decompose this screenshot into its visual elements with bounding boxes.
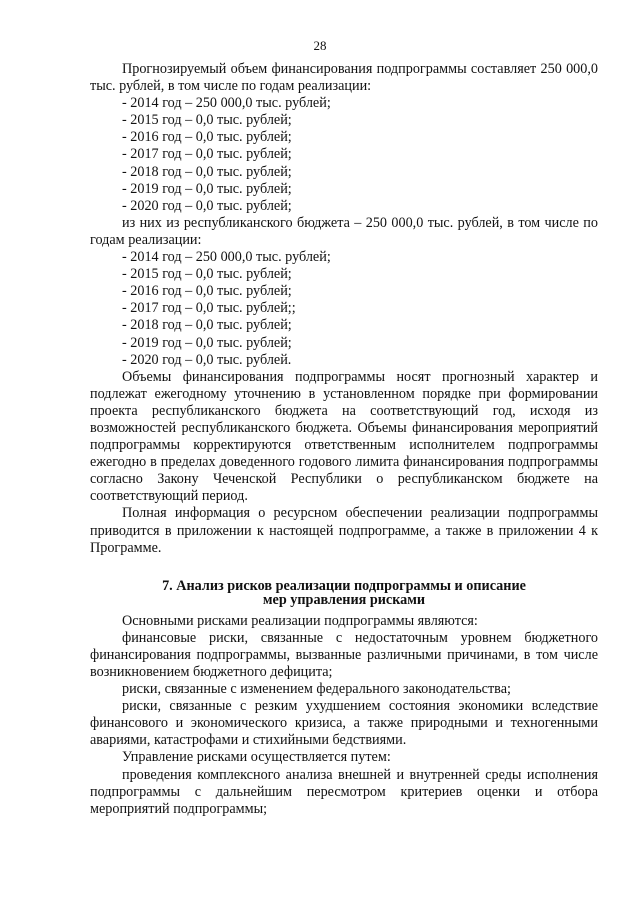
- list-item: - 2020 год – 0,0 тыс. рублей.: [122, 351, 292, 368]
- funding-total-paragraph: Прогнозируемый объем финансирования подпрограммы составляет 250 000,0 тыс. рублей, в том числе по годам реализации:: [90, 61, 598, 95]
- list-item: - 2014 год – 250 000,0 тыс. рублей;: [122, 249, 331, 266]
- list-item: - 2014 год – 250 000,0 тыс. рублей;: [122, 95, 331, 112]
- section-heading-line: мер управления рисками: [262, 591, 426, 608]
- list-item: - 2019 год – 0,0 тыс. рублей;: [122, 180, 292, 197]
- list-item: - 2015 год – 0,0 тыс. рублей;: [122, 112, 292, 129]
- risk-paragraph: риски, связанные с изменением федерального законодательства;: [122, 681, 511, 698]
- list-item: - 2020 год – 0,0 тыс. рублей;: [122, 197, 292, 214]
- page-number: 28: [313, 38, 327, 53]
- funding-years-list: [90, 95, 598, 215]
- list-item: - 2017 год – 0,0 тыс. рублей;: [122, 146, 292, 163]
- risk-paragraph: риски, связанные с резким ухудшением состояния экономики вследствие финансового и экономического кризиса, а также природными и техногенными авариями, катастрофами и стихийными бедствиями.: [90, 698, 598, 749]
- section-heading-line: 7. Анализ рисков реализации подпрограммы и описание: [162, 577, 526, 594]
- list-item: - 2016 год – 0,0 тыс. рублей;: [122, 283, 292, 300]
- list-item: - 2015 год – 0,0 тыс. рублей;: [122, 266, 292, 283]
- forecast-note-paragraph: Объемы финансирования подпрограммы носят прогнозный характер и подлежат ежегодному уточнению в установленном порядке при формировании проекта республиканского бюджета на соответствующий год, исходя из возможностей республиканского бюджета. Объемы финансирования мероприятий подпрограммы корректируются ответственным исполнителем подпрограммы ежегодно в пределах доведенного годового лимита финансирования подпрограммы согласно Закону Чеченской Республики о республиканском бюджете на соответствующий период.: [90, 368, 598, 505]
- list-item: - 2018 год – 0,0 тыс. рублей;: [122, 317, 292, 334]
- list-item: - 2018 год – 0,0 тыс. рублей;: [122, 163, 292, 180]
- republic-years-list: [90, 249, 598, 369]
- risks-intro-paragraph: Основными рисками реализации подпрограммы являются:: [122, 612, 478, 629]
- list-item: - 2016 год – 0,0 тыс. рублей;: [122, 129, 292, 146]
- section-heading: [90, 579, 598, 607]
- management-paragraph: проведения комплексного анализа внешней и внутренней среды исполнения подпрограммы с дальнейшим пересмотром критериев оценки и отбора мероприятий подпрограммы;: [90, 766, 598, 817]
- risk-paragraph: финансовые риски, связанные с недостаточным уровнем бюджетного финансирования подпрограммы, вызванные различными причинами, в том числе возникновением бюджетного дефицита;: [90, 629, 598, 680]
- list-item: - 2017 год – 0,0 тыс. рублей;;: [122, 300, 296, 317]
- resource-info-paragraph: Полная информация о ресурсном обеспечении реализации подпрограммы приводится в приложении к настоящей подпрограмме, а также в приложении 4 к Программе.: [90, 505, 598, 556]
- management-intro-paragraph: Управление рисками осуществляется путем:: [122, 749, 391, 766]
- republic-budget-paragraph: из них из республиканского бюджета – 250 000,0 тыс. рублей, в том числе по годам реализации:: [90, 214, 598, 248]
- document-body: [90, 61, 598, 818]
- list-item: - 2019 год – 0,0 тыс. рублей;: [122, 334, 292, 351]
